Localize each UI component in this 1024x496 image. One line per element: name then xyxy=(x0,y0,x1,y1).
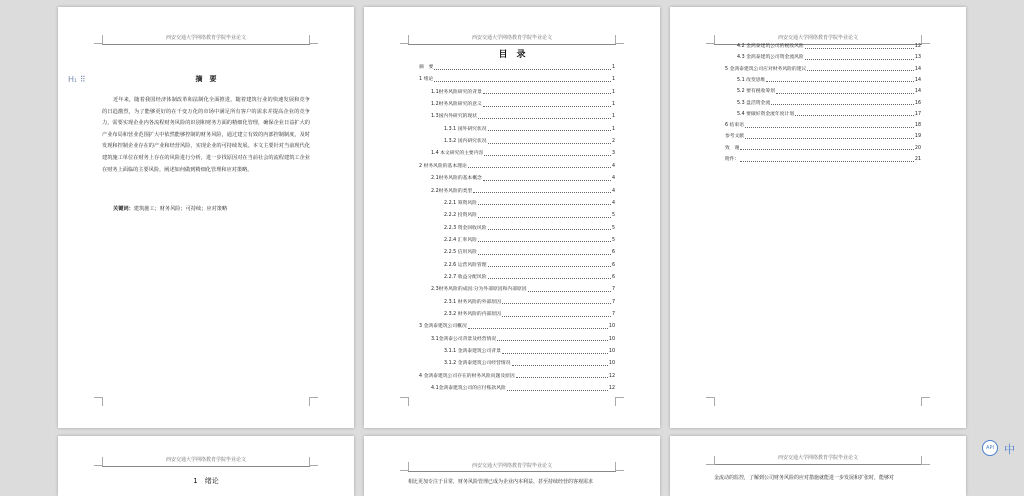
toc-leader-dots xyxy=(483,106,611,107)
toc-leader-dots xyxy=(795,115,914,116)
toc-entry-page: 4 xyxy=(611,188,615,194)
toc-entry[interactable] xyxy=(431,337,615,343)
header-rule xyxy=(408,471,616,472)
toc-leader-dots xyxy=(502,303,611,304)
toc-entry-page: 1 xyxy=(611,102,615,108)
toc-entry-title: 2.2财务风险的类型 xyxy=(431,188,473,194)
toc-leader-dots xyxy=(740,161,913,162)
toc-entry-page: 1 xyxy=(611,65,615,70)
toc-entry-page: 12 xyxy=(914,44,921,49)
toc-entry[interactable] xyxy=(444,300,615,306)
toc-entry[interactable] xyxy=(725,157,921,163)
toc-entry-page: 4 xyxy=(611,200,615,206)
keywords-value: 建筑施工；财务风险；可持续；应对策略 xyxy=(133,206,228,212)
toc-entry-title: 3 金鸿泰建筑公司概况 xyxy=(419,324,467,330)
toc-leader-dots xyxy=(488,143,611,144)
page-chapter-1 xyxy=(58,436,354,496)
crop-mark xyxy=(706,456,715,465)
toc-entry-title: 2.3.2 财务风险的内部原因 xyxy=(444,312,501,317)
toc-entry[interactable] xyxy=(725,123,921,129)
toc-entry-title: 2.2.1 筹资风险 xyxy=(444,200,477,206)
heading-level-marker[interactable]: H₁ ⠿ xyxy=(68,75,86,84)
toc-entry[interactable] xyxy=(419,374,615,380)
toc-entry-page: 3 xyxy=(611,151,615,157)
toc-leader-dots xyxy=(776,93,914,94)
header-rule xyxy=(408,44,616,45)
toc-entry-title: 致 谢 xyxy=(725,145,740,151)
header-rule xyxy=(714,464,922,465)
crop-mark xyxy=(94,457,103,466)
toc-leader-dots xyxy=(807,70,914,71)
toc-entry-title: 2.2.6 运营风险管理 xyxy=(444,262,487,268)
toc-entry-page: 21 xyxy=(914,157,921,162)
toc-entry-title: 2.3.1 财务风险的外部原因 xyxy=(444,299,501,305)
toc-entry-title: 5.1 改变思维 xyxy=(737,77,766,83)
toc-entry[interactable] xyxy=(431,176,615,182)
page-body-2 xyxy=(364,436,660,496)
toc-entry-page: 10 xyxy=(608,336,615,342)
page-header: 西安交通大学网络教育学院毕业论文 xyxy=(777,35,858,41)
toc-entry[interactable] xyxy=(444,201,615,207)
toc-entry-page: 7 xyxy=(611,299,615,305)
crop-mark xyxy=(615,462,624,471)
toc-entry[interactable] xyxy=(725,134,921,140)
toc-leader-dots xyxy=(805,59,914,60)
header-rule xyxy=(102,44,310,45)
toc-leader-dots xyxy=(478,118,611,119)
toc-entry[interactable] xyxy=(444,139,615,145)
toc-entry-title: 2.2.5 信用风险 xyxy=(444,250,477,256)
toc-entry[interactable] xyxy=(419,65,615,71)
crop-mark xyxy=(400,397,409,406)
toc-entry-title: 5.2 要有税收筹划 xyxy=(737,89,775,95)
toc-entry-title: 4 金鸿泰建筑公司存在的财务风险问题及原因 xyxy=(419,373,515,379)
toc-entry-page: 20 xyxy=(914,145,921,151)
toc-entry-title: 4.3 金鸿泰建筑公司资金流风险 xyxy=(737,55,804,61)
toc-entry[interactable] xyxy=(737,101,921,107)
toc-leader-dots xyxy=(745,127,914,128)
page-header: 西安交通大学网络教育学院毕业论文 xyxy=(165,457,246,463)
toc-entry-page: 2 xyxy=(611,139,615,145)
toc-entry-title: 1 绪论 xyxy=(419,77,434,83)
toc-leader-dots xyxy=(528,291,611,292)
toc-entry[interactable] xyxy=(737,89,921,95)
toc-leader-dots xyxy=(434,69,611,70)
toc-entry-page: 19 xyxy=(914,134,921,140)
abstract-heading[interactable]: 摘 要 xyxy=(195,75,217,83)
toc-entry-page: 5 xyxy=(611,213,615,219)
toc-entry-title: 4.1金鸿泰建筑公司的应付账款风险 xyxy=(431,386,506,392)
toc-entry-page: 17 xyxy=(914,111,921,117)
toc-leader-dots xyxy=(507,390,608,391)
toc-entry[interactable] xyxy=(444,213,615,219)
toc-entry-page: 7 xyxy=(611,287,615,293)
toc-leader-dots xyxy=(478,204,611,205)
toc-leader-dots xyxy=(771,104,914,105)
toc-entry-page: 14 xyxy=(914,66,921,72)
page-header: 西安交通大学网络教育学院毕业论文 xyxy=(471,35,552,41)
toc-entry[interactable] xyxy=(419,324,615,330)
toc-entry-page: 14 xyxy=(914,89,921,95)
toc-leader-dots xyxy=(488,130,611,131)
toc-entry-page: 10 xyxy=(608,324,615,330)
toc-entry[interactable] xyxy=(444,127,615,133)
toc-leader-dots xyxy=(483,180,611,181)
toc-entry-page: 10 xyxy=(608,349,615,355)
page-header: 西安交通大学网络教育学院毕业论文 xyxy=(165,35,246,41)
toc-entry-title: 1.3.1 国外研究状况 xyxy=(444,126,487,132)
toc-entry-page: 4 xyxy=(611,163,615,169)
toc-entry-title: 2.2.4 汇率风险 xyxy=(444,237,477,243)
toc-entry-title: 2.2.3 资金回收风险 xyxy=(444,225,487,231)
crop-mark xyxy=(615,35,624,44)
toc-entry[interactable] xyxy=(431,151,615,157)
toc-entry-page: 1 xyxy=(611,114,615,120)
page-header: 西安交通大学网络教育学院毕业论文 xyxy=(471,463,552,469)
toc-entry-title: 5 金鸿泰建筑公司应对财务风险的建议 xyxy=(725,66,807,72)
toc-leader-dots xyxy=(740,149,913,150)
toc-entry-title: 2.2.2 投资风险 xyxy=(444,213,477,219)
toc-entry-page: 1 xyxy=(611,126,615,132)
keywords-label: 关键词： xyxy=(113,206,134,212)
toc-entry[interactable] xyxy=(444,312,615,318)
toc-entry[interactable] xyxy=(444,263,615,269)
toc-entry-title: 3.1金鸿泰公司背景及经营情况 xyxy=(431,336,497,342)
toc-leader-dots xyxy=(502,353,608,354)
toc-leader-dots xyxy=(502,316,611,317)
toc-entry-title: 4.2 金鸿泰建筑公司的税收风险 xyxy=(737,44,804,49)
toc-entry[interactable] xyxy=(444,275,615,281)
body-text-fragment: 金流动的监控，了解到公司财务风险的应对措施就能进一步发展和扩张时，能够对 xyxy=(714,475,895,481)
toc-leader-dots xyxy=(512,365,608,366)
toc-leader-dots xyxy=(434,81,611,82)
toc-entry-page: 4 xyxy=(611,176,615,182)
toc-entry[interactable] xyxy=(431,114,615,120)
toc-entry-title: 参考文献 xyxy=(725,134,745,140)
toc-leader-dots xyxy=(468,328,608,329)
keywords-line xyxy=(113,205,227,212)
toc-entry-title: 2.3财务风险的成因:分为外部原因和内部原因 xyxy=(431,287,527,293)
toc-entry-title: 1.3国内外研究的现状 xyxy=(431,114,478,120)
toc-entry[interactable] xyxy=(431,90,615,96)
crop-mark xyxy=(400,35,409,44)
toc-entry[interactable] xyxy=(444,349,615,355)
toc-entry-page: 6 xyxy=(611,250,615,256)
toc-entry-title: 1.2财务风险研究的意义 xyxy=(431,102,482,108)
crop-mark xyxy=(309,35,318,44)
crop-mark xyxy=(706,397,715,406)
toc-entry-title: 附件： xyxy=(725,157,740,162)
toc-entry-page: 13 xyxy=(914,55,921,61)
toc-heading: 目 录 xyxy=(498,50,526,60)
page-abstract xyxy=(58,7,354,428)
crop-mark xyxy=(921,397,930,406)
toc-entry[interactable] xyxy=(737,78,921,84)
toc-leader-dots xyxy=(478,254,611,255)
toc-entry-title: 3.1.2 金鸿泰建筑公司经营情况 xyxy=(444,361,511,367)
toc-leader-dots xyxy=(478,217,611,218)
toc-entry-page: 6 xyxy=(611,274,615,280)
toc-entry[interactable] xyxy=(431,386,615,392)
toc-entry-page: 18 xyxy=(914,123,921,129)
crop-mark xyxy=(615,397,624,406)
page-toc-continued xyxy=(670,7,966,428)
toc-entry-page: 12 xyxy=(608,373,615,379)
crop-mark xyxy=(309,397,318,406)
toc-entry-page: 1 xyxy=(611,77,615,83)
toc-entry[interactable] xyxy=(725,146,921,152)
toc-entry-title: 摘 要 xyxy=(419,65,434,70)
toc-entry[interactable] xyxy=(737,112,921,118)
toc-leader-dots xyxy=(478,241,611,242)
toc-entry-title: 3.1.1 金鸿泰建筑公司背景 xyxy=(444,349,501,355)
crop-mark xyxy=(921,456,930,465)
toc-entry-page: 5 xyxy=(611,237,615,243)
crop-mark xyxy=(400,462,409,471)
toc-entry[interactable] xyxy=(444,361,615,367)
page-header: 西安交通大学网络教育学院毕业论文 xyxy=(777,455,858,461)
toc-entry-page: 6 xyxy=(611,262,615,268)
toc-entry[interactable] xyxy=(419,77,615,83)
toc-entry-page: 7 xyxy=(611,312,615,317)
crop-mark xyxy=(94,397,103,406)
toc-leader-dots xyxy=(516,377,608,378)
toc-leader-dots xyxy=(488,278,611,279)
api-icon[interactable]: API xyxy=(982,440,998,456)
page-body-3 xyxy=(670,436,966,496)
toc-entry[interactable] xyxy=(737,44,921,50)
toc-entry[interactable] xyxy=(444,250,615,256)
language-toggle[interactable]: 中 xyxy=(1004,443,1015,456)
toc-leader-dots xyxy=(805,48,914,49)
header-rule xyxy=(102,466,310,467)
toc-leader-dots xyxy=(497,340,608,341)
toc-leader-dots xyxy=(488,266,611,267)
toc-entry-title: 1.3.2 国内研究状况 xyxy=(444,139,487,145)
toc-entry[interactable] xyxy=(725,67,921,73)
toc-entry-title: 2.1财务风险的基本概念 xyxy=(431,176,482,182)
toc-entry[interactable] xyxy=(444,238,615,244)
toc-leader-dots xyxy=(488,229,611,230)
crop-mark xyxy=(921,35,930,44)
toc-entry-page: 1 xyxy=(611,89,615,95)
toc-entry-page: 5 xyxy=(611,225,615,231)
toc-entry[interactable] xyxy=(737,55,921,61)
toc-entry-page: 12 xyxy=(608,386,615,392)
toc-entry[interactable] xyxy=(419,164,615,170)
toc-leader-dots xyxy=(468,167,611,168)
abstract-paragraph: 近年来，随着我国经济体制改革和法制化全面推进，随着建筑行业的快速发展和竞争的日趋激烈，为了能够更好的在千变万化的市场中满足所有客户的需求并提高企业的竞争力，需要实现企业内各流程财务风险的识别和财务方面的精细化管理，确保企业日益扩大的产业布局和营业范围扩大中依然能够控制的财务风险，通过建立有效的内部控制制度，及时发现和控制企业存在的产业和经营风险，实现企业的可持续发展。本文主要针对当前现代化建筑施工单位在财务上存在的风险进行分析，进一步找原因对在当前社会的流程建筑工企业在财务上面临的主要风险，阐述如何做到精细化管理和应对策略。 xyxy=(102,97,310,173)
toc-entry[interactable] xyxy=(431,287,615,293)
toc-entry-title: 1.4 本文研究的主要内容 xyxy=(431,151,484,157)
chapter-heading: 1 绪论 xyxy=(193,477,219,485)
toc-entry-page: 16 xyxy=(914,100,921,106)
crop-mark xyxy=(94,35,103,44)
page-toc xyxy=(364,7,660,428)
toc-leader-dots xyxy=(483,93,611,94)
crop-mark xyxy=(706,35,715,44)
toc-entry-title: 5.4 要做好资金流年度计划 xyxy=(737,111,795,117)
toc-entry-title: 6 结束语 xyxy=(725,123,744,129)
toc-entry[interactable] xyxy=(431,102,615,108)
toc-leader-dots xyxy=(766,81,914,82)
toc-entry-title: 1.1财务风险研究的背景 xyxy=(431,89,482,95)
toc-entry-title: 5.3 盘活资金流 xyxy=(737,100,771,106)
toc-entry-page: 10 xyxy=(608,361,615,367)
toc-entry[interactable] xyxy=(444,226,615,232)
crop-mark xyxy=(309,457,318,466)
toc-entry-title: 2.2.7 收益分配风险 xyxy=(444,274,487,280)
toc-entry[interactable] xyxy=(431,189,615,195)
toc-entry-page: 14 xyxy=(914,77,921,83)
body-text-fragment: 相比更加专注于目常，财务风险管理已成为企业内本利益、甚至持续经营的客观需求 xyxy=(408,479,594,485)
toc-leader-dots xyxy=(484,155,611,156)
toc-leader-dots xyxy=(745,138,914,139)
toc-leader-dots xyxy=(473,192,611,193)
toc-entry-title: 2 财务风险的基本理论 xyxy=(419,163,467,169)
